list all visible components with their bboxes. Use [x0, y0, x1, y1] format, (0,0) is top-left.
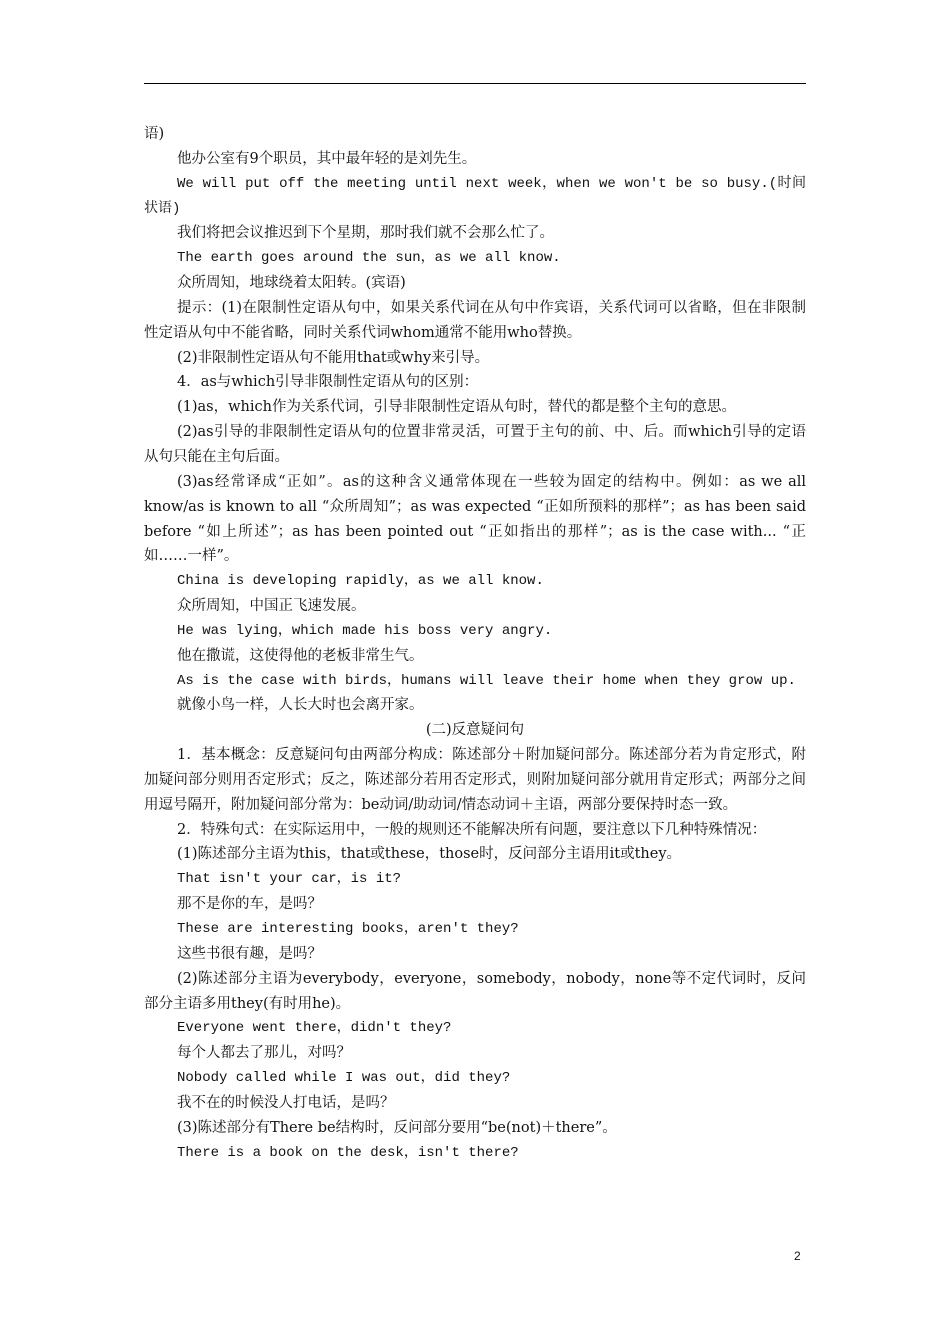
- paragraph: Everyone went there，didn't they?: [177, 1020, 452, 1037]
- paragraph: 我不在的时候没人打电话，是吗？: [177, 1094, 395, 1111]
- paragraph: (2)非限制性定语从句不能用that或why来引导。: [177, 349, 490, 366]
- paragraph: That isn't your car，is it?: [177, 871, 402, 888]
- paragraph: 提示：(1)在限制性定语从句中，如果关系代词在从句中作宾语，关系代词可以省略，但在非限制性定语从句中不能省略，同时关系代词whom通常不能用who替换。: [144, 299, 806, 341]
- paragraph: We will put off the meeting until next week，when we won't be so busy.(时间状语): [144, 175, 806, 217]
- paragraph: (1)as，which作为关系代词，引导非限制性定语从句时，替代的都是整个主句的意思。: [177, 399, 736, 416]
- paragraph: (2)as引导的非限制性定语从句的位置非常灵活，可置于主句的前、中、后。而which引导的定语从句只能在主句后面。: [144, 424, 806, 465]
- section-heading: (二)反意疑问句: [425, 722, 525, 739]
- paragraph: 他在撒谎，这使得他的老板非常生气。: [177, 647, 424, 664]
- header-rule: [144, 83, 806, 84]
- paragraph: These are interesting books，aren't they?: [177, 921, 519, 937]
- paragraph: 众所周知，中国正飞速发展。: [177, 598, 366, 615]
- paragraph: There is a book on the desk，isn't there?: [177, 1144, 519, 1161]
- paragraph: 1．基本概念：反意疑问句由两部分构成：陈述部分＋附加疑问部分。陈述部分若为肯定形式，附加疑问部分则用否定形式；反之，陈述部分若用否定形式，则附加疑问部分就用肯定形式；两部分之间用逗号隔开，附加疑问部分常为：be动词/助动词/情态动词＋主语，两部分要保持时态一致。: [144, 747, 806, 813]
- paragraph: The earth goes around the sun，as we all know.: [177, 250, 561, 267]
- paragraph: 就像小鸟一样，人长大时也会离开家。: [177, 697, 424, 714]
- page-number: 2: [794, 1249, 801, 1263]
- paragraph: China is developing rapidly，as we all know.: [177, 573, 544, 590]
- paragraph: (1)陈述部分主语为this，that或these，those时，反问部分主语用it或they。: [177, 846, 682, 863]
- paragraph: 众所周知，地球绕着太阳转。(宾语): [177, 275, 406, 292]
- paragraph: 他办公室有9个职员，其中最年轻的是刘先生。: [177, 150, 477, 167]
- paragraph: (3)陈述部分有There be结构时，反问部分要用“be(not)＋there”。: [177, 1119, 617, 1136]
- paragraph: 每个人都去了那儿，对吗？: [177, 1045, 351, 1062]
- paragraph: 这些书很有趣，是吗？: [177, 945, 322, 962]
- paragraph: As is the case with birds，humans will leave their home when they grow up.: [177, 672, 796, 689]
- paragraph: He was lying，which made his boss very angry.: [177, 622, 553, 639]
- paragraph: 我们将把会议推迟到下个星期，那时我们就不会那么忙了。: [177, 225, 554, 242]
- paragraph: (2)陈述部分主语为everybody，everyone，somebody，nobody，none等不定代词时，反问部分主语多用they(有时用he)。: [144, 970, 806, 1012]
- paragraph: 4．as与which引导非限制性定语从句的区别：: [177, 374, 479, 391]
- body-text: [144, 122, 806, 1165]
- paragraph: 那不是你的车，是吗？: [177, 896, 322, 913]
- paragraph: Nobody called while I was out，did they?: [177, 1070, 511, 1087]
- paragraph: (3)as经常译成“正如”。as的这种含义通常体现在一些较为固定的结构中。例如：as we all know/as is known to all “众所周知”；as was expected “正如所预料的那样”；as has been said before “如上所述”；as has been pointed out “正如指出的那样”；as is the case with... “正如……一样”。: [144, 473, 806, 565]
- paragraph: 语): [144, 126, 165, 142]
- paragraph: 2．特殊句式：在实际运用中，一般的规则还不能解决所有问题，要注意以下几种特殊情况：: [177, 821, 767, 838]
